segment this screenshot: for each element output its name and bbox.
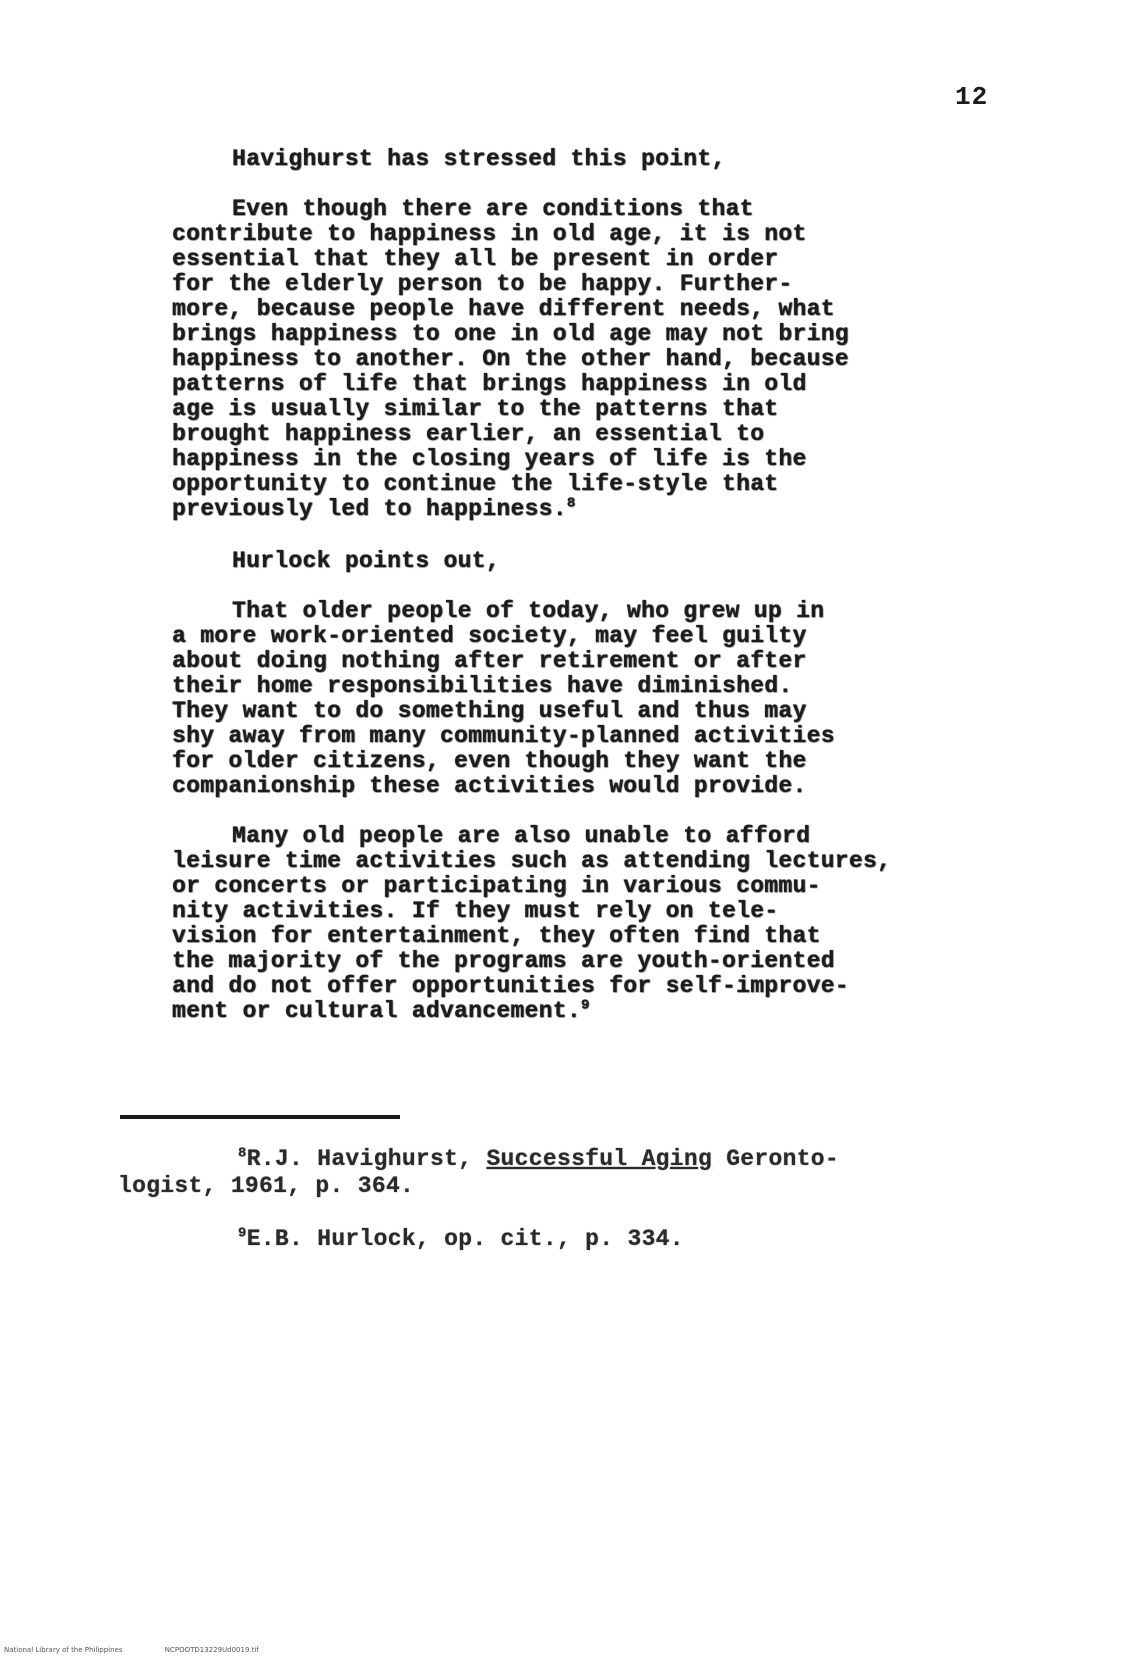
body-line: nity activities. If they must rely on tele- (172, 898, 779, 924)
body-line: a more work-oriented society, may feel guilty (172, 623, 807, 649)
body-line: They want to do something useful and thus may (172, 698, 807, 724)
footnote-8-continued: logist, 1961, p. 364. (118, 1173, 415, 1199)
body-line-text: ment or cultural advancement. (172, 998, 581, 1024)
footer-filename: NCPOOTD13229Ud0019.tif (164, 1646, 259, 1654)
body-line: essential that they all be present in order (172, 246, 779, 272)
body-line: Many old people are also unable to afford (232, 823, 811, 849)
body-line: about doing nothing after retirement or after (172, 648, 807, 674)
body-line: opportunity to continue the life-style that (172, 471, 779, 497)
body-line: the majority of the programs are youth-oriented (172, 948, 835, 974)
body-line: or concerts or participating in various commu- (172, 873, 821, 899)
body-line: and do not offer opportunities for self-improve- (172, 973, 849, 999)
body-line: their home responsibilities have diminished. (172, 673, 793, 699)
body-line: That older people of today, who grew up in (232, 598, 825, 624)
body-line: more, because people have different needs, what (172, 296, 835, 322)
footnote-8-author: R.J. Havighurst, (246, 1146, 487, 1172)
body-line: patterns of life that brings happiness in old (172, 371, 807, 397)
body-line: for older citizens, even though they want the (172, 748, 807, 774)
body-line: brought happiness earlier, an essential to (172, 421, 765, 447)
footnote-8-title: Successful Aging (486, 1146, 713, 1172)
footnote-8-journal: Geronto- (712, 1146, 840, 1172)
footnote-9-text: E.B. Hurlock, op. cit., p. 334. (246, 1226, 684, 1252)
footnote-ref-9: 9 (580, 997, 590, 1014)
scan-footer (4, 1646, 299, 1654)
body-line: Even though there are conditions that (232, 196, 754, 222)
page-number: 12 (955, 82, 989, 112)
footnote-mark-8: 8 (238, 1145, 247, 1162)
body-line: brings happiness to one in old age may not bring (172, 321, 849, 347)
footnote-separator (120, 1115, 400, 1119)
body-line: leisure time activities such as attending lectures, (172, 848, 892, 874)
body-line: happiness in the closing years of life is the (172, 446, 807, 472)
body-line (172, 998, 590, 1024)
body-line (172, 496, 576, 522)
body-line: happiness to another. On the other hand, because (172, 346, 849, 372)
body-line: vision for entertainment, they often find that (172, 923, 821, 949)
footer-library: National Library of the Philippines (4, 1646, 123, 1654)
footnote-ref-8: 8 (566, 495, 576, 512)
footnote-mark-9: 9 (238, 1225, 247, 1242)
body-line: Havighurst has stressed this point, (232, 146, 726, 172)
body-line: contribute to happiness in old age, it is not (172, 221, 807, 247)
body-line: companionship these activities would provide. (172, 773, 807, 799)
body-line: shy away from many community-planned activities (172, 723, 835, 749)
body-line: for the elderly person to be happy. Further- (172, 271, 793, 297)
body-line-text: previously led to happiness. (172, 496, 567, 522)
footnote-9 (238, 1226, 684, 1252)
body-line: age is usually similar to the patterns that (172, 396, 779, 422)
body-line: Hurlock points out, (232, 548, 500, 574)
footnote-8 (238, 1146, 839, 1172)
